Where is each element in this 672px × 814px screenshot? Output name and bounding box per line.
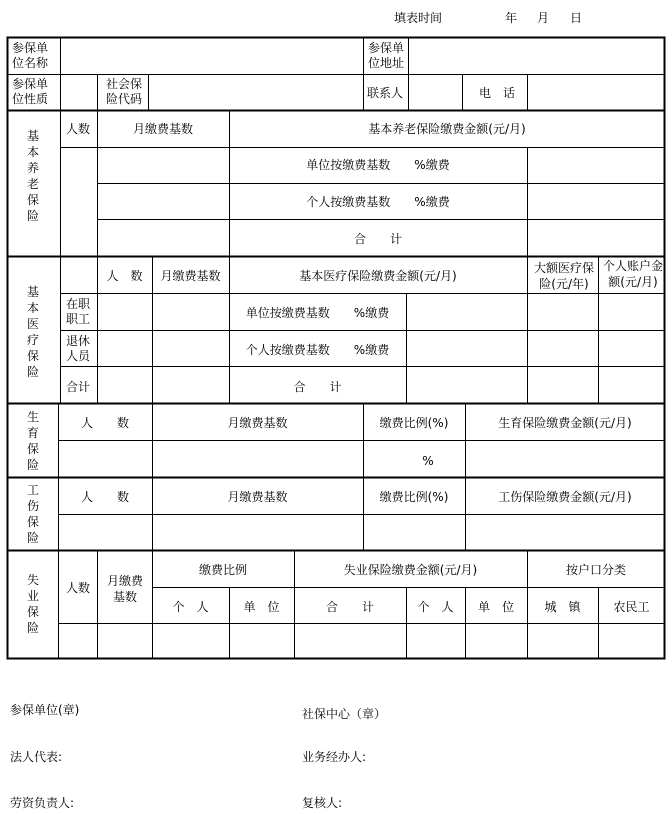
- pension-headcount: 人数: [66, 122, 91, 136]
- handler-label: 业务经办人:: [302, 750, 367, 764]
- legal-rep-label: 法人代表:: [10, 750, 63, 764]
- medical-monthly-base: 月缴费基数: [160, 269, 221, 283]
- maternity-percent: %: [422, 454, 434, 468]
- medical-amount-title: 基本医疗保险缴费金额(元/月): [299, 269, 457, 283]
- unemp-unit-ratio: 单 位: [243, 600, 280, 614]
- maternity-headcount: 人 数: [80, 416, 129, 430]
- center-seal-label: 社保中心（章）: [302, 707, 387, 721]
- hukou-label: 按户口分类: [565, 563, 626, 577]
- medical-section-label: 基本医疗保险: [26, 285, 39, 379]
- maternity-ratio: 缴费比例(%): [379, 416, 449, 430]
- unemp-personal-amount: 个 人: [417, 600, 454, 614]
- month-label: 月: [537, 11, 550, 25]
- medical-personal-row: 个人按缴费基数 %缴费: [245, 343, 390, 357]
- retired-label: 退休人员: [66, 334, 91, 363]
- pension-unit-row: 单位按缴费基数 %缴费: [306, 158, 450, 172]
- pension-total: 合 计: [353, 232, 402, 246]
- year-label: 年: [505, 11, 518, 25]
- injury-amount: 工伤保险缴费金额(元/月): [498, 490, 632, 504]
- contact-label: 联系人: [367, 86, 404, 100]
- unit-nature-label: 参保单位性质: [12, 77, 49, 106]
- maternity-amount: 生育保险缴费金额(元/月): [498, 416, 632, 430]
- urban-label: 城 镇: [544, 600, 581, 614]
- unemp-personal-ratio: 个 人: [172, 600, 209, 614]
- employed-label: 在职职工: [66, 297, 91, 326]
- injury-headcount: 人 数: [80, 490, 129, 504]
- unemp-unit-amount: 单 位: [477, 600, 514, 614]
- migrant-label: 农民工: [613, 600, 650, 614]
- pension-section-label: 基本养老保险: [26, 129, 39, 223]
- phone-label: 电 话: [479, 86, 516, 100]
- maternity-monthly-base: 月缴费基数: [227, 416, 288, 430]
- unemployment-amount-title: 失业保险缴费金额(元/月): [343, 563, 478, 577]
- medical-subtotal-label: 合计: [66, 380, 91, 394]
- unit-address-label: 参保单位地址: [368, 41, 405, 70]
- fill-time-label: 填表时间: [394, 11, 443, 25]
- pension-personal-row: 个人按缴费基数 %缴费: [306, 195, 450, 209]
- labor-head-label: 劳资负责人:: [10, 796, 75, 810]
- medical-headcount: 人 数: [106, 269, 143, 283]
- unemp-total: 合 计: [325, 600, 374, 614]
- unemployment-ratio: 缴费比例: [198, 563, 247, 577]
- day-label: 日: [570, 11, 583, 25]
- unit-name-label: 参保单位名称: [12, 41, 49, 70]
- pension-amount-title: 基本养老保险缴费金额(元/月): [368, 122, 526, 136]
- injury-section-label: 工伤保险: [26, 483, 39, 545]
- maternity-section-label: 生育保险: [26, 410, 39, 472]
- large-medical-label: 大额医疗保险(元/年): [533, 261, 594, 291]
- pension-monthly-base: 月缴费基数: [132, 122, 193, 136]
- injury-monthly-base: 月缴费基数: [227, 490, 288, 504]
- unemployment-monthly-base: 月缴费基数: [106, 574, 143, 604]
- social-code-label: 社会保险代码: [106, 77, 143, 106]
- unemployment-section-label: 失业保险: [26, 573, 39, 635]
- unemployment-headcount: 人数: [66, 581, 91, 595]
- reviewer-label: 复核人:: [302, 796, 343, 810]
- personal-account-label: 个人账户金额(元/月): [602, 259, 663, 289]
- medical-total: 合 计: [293, 380, 342, 394]
- medical-unit-row: 单位按缴费基数 %缴费: [245, 306, 390, 320]
- unit-seal-label: 参保单位(章): [10, 703, 80, 717]
- injury-ratio: 缴费比例(%): [379, 490, 449, 504]
